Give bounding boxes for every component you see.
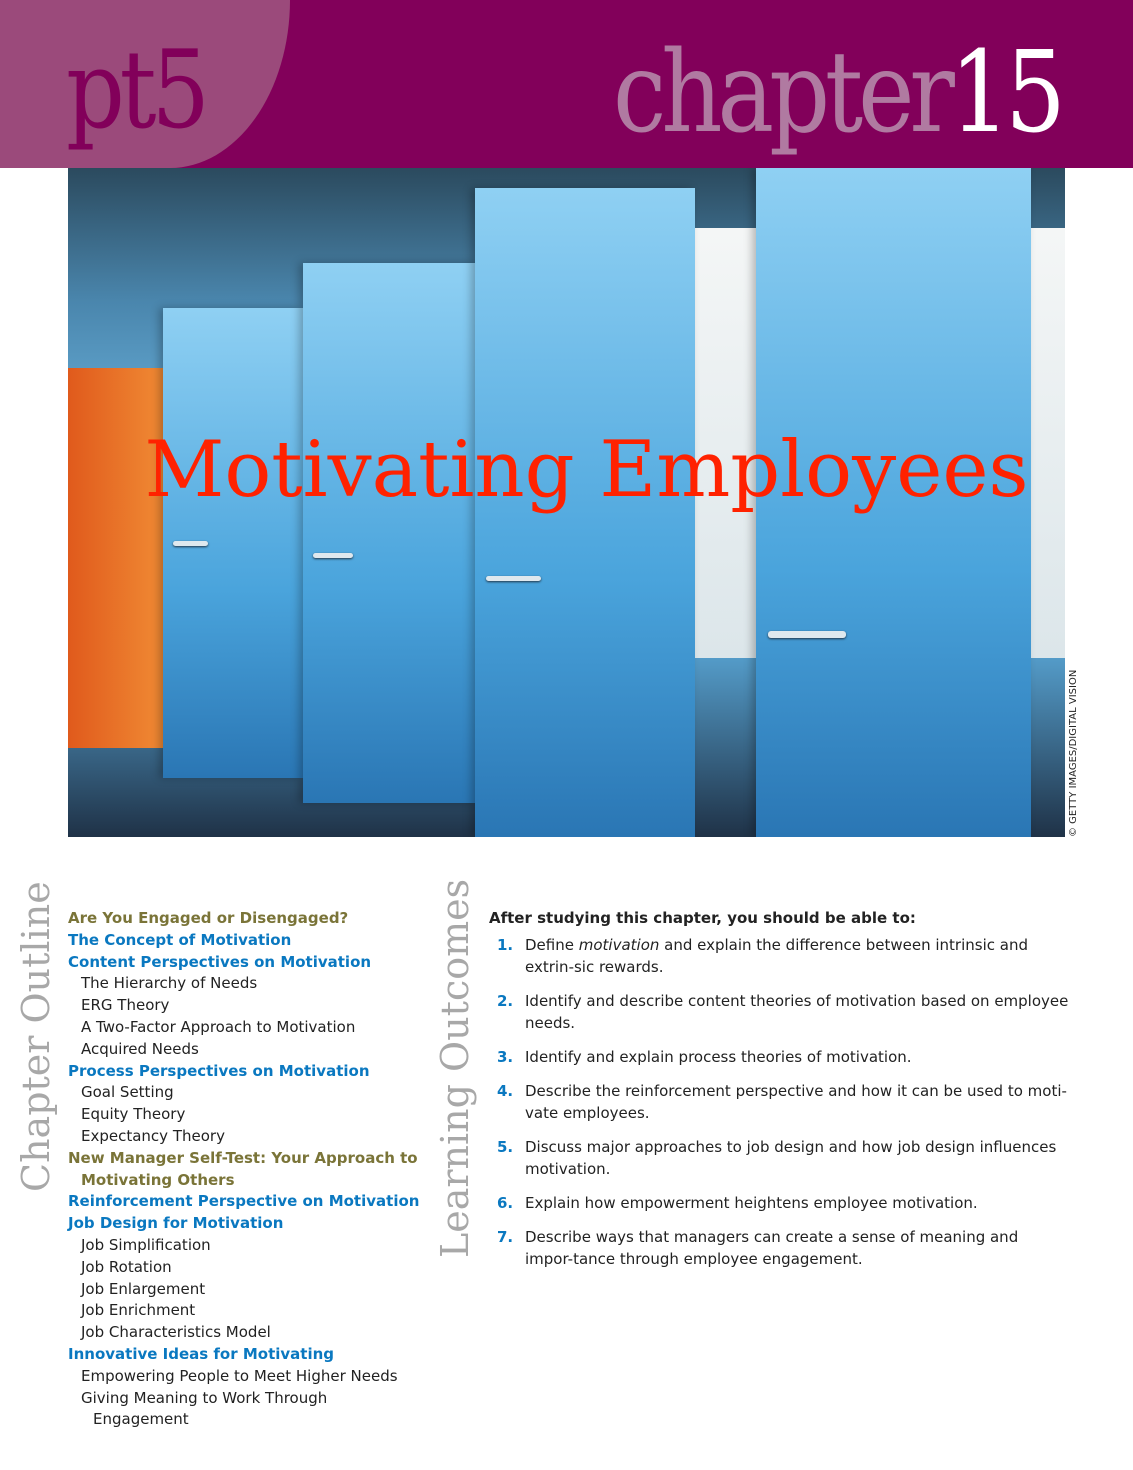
outcome-item <box>489 1192 1069 1214</box>
outcome-number: 4. <box>497 1082 514 1100</box>
photo-handle <box>768 631 846 638</box>
outcome-text <box>525 1080 1069 1124</box>
chapter-number <box>613 28 1061 158</box>
outcome-text-part: Define <box>525 936 579 954</box>
chapter-title: Motivating Employees <box>144 425 1029 515</box>
outcome-text-part: and explain the difference between intrinsic and extrin-sic rewards. <box>525 936 1028 976</box>
outcome-text-part: Describe the reinforcement perspective and how it can be used to moti-vate employees. <box>525 1082 1067 1122</box>
outcome-number: 5. <box>497 1138 514 1156</box>
outcome-text <box>525 1226 1069 1270</box>
chapter-num: 15 <box>950 28 1061 158</box>
photo-handle <box>486 576 541 581</box>
outline-item: Job Simplification <box>81 1235 211 1254</box>
outcome-text <box>525 1046 912 1068</box>
outcome-text-part: Explain how empowerment heightens employee motivation. <box>525 1194 978 1212</box>
chapter-header <box>0 0 1133 168</box>
photo-credit: © GETTY IMAGES/DIGITAL VISION <box>1068 669 1079 837</box>
outcome-text <box>525 990 1069 1034</box>
outline-item: Acquired Needs <box>81 1039 199 1058</box>
outcome-text <box>525 934 1069 978</box>
outcome-number: 7. <box>497 1228 514 1246</box>
outline-item: Giving Meaning to Work Through <box>81 1388 328 1407</box>
learning-outcomes-label: Learning Outcomes <box>433 878 477 1258</box>
part-number: pt5 <box>66 28 205 153</box>
outline-item: Job Design for Motivation <box>68 1214 284 1233</box>
outcome-number: 6. <box>497 1194 514 1212</box>
outcome-text-part: Identify and explain process theories of motivation. <box>525 1048 912 1066</box>
outline-item: Process Perspectives on Motivation <box>68 1061 370 1080</box>
outcome-term: motivation <box>578 936 660 954</box>
chapter-word: chapter <box>613 28 951 158</box>
outline-item: Reinforcement Perspective on Motivation <box>68 1192 420 1211</box>
photo-panel <box>303 263 478 803</box>
outcome-text-part: Describe ways that managers can create a sense of meaning and impor-tance through employee engagement. <box>525 1228 1019 1268</box>
outcome-item <box>489 1226 1069 1270</box>
outline-item: ERG Theory <box>81 996 170 1015</box>
outline-item: Are You Engaged or Disengaged? <box>68 909 349 927</box>
outline-item: Innovative Ideas for Motivating <box>68 1344 335 1363</box>
outline-item: The Hierarchy of Needs <box>81 974 258 993</box>
outcome-item <box>489 1046 1069 1068</box>
outline-item: Job Enrichment <box>81 1301 196 1320</box>
outline-item: Content Perspectives on Motivation <box>68 952 372 971</box>
outcome-text-part: Identify and describe content theories of motivation based on employee needs. <box>525 992 1069 1032</box>
outcome-text <box>525 1192 978 1214</box>
outline-item: Empowering People to Meet Higher Needs <box>81 1366 398 1385</box>
outcome-item <box>489 1136 1069 1180</box>
outline-item: A Two-Factor Approach to Motivation <box>81 1017 356 1036</box>
learning-outcomes <box>489 908 1069 1282</box>
outcome-item <box>489 990 1069 1034</box>
photo-handle <box>173 541 208 546</box>
outcomes-heading: After studying this chapter, you should be able to: <box>489 909 916 927</box>
outline-item: Job Characteristics Model <box>81 1323 271 1342</box>
outline-item: Job Enlargement <box>81 1279 206 1298</box>
chapter-outline-label: Chapter Outline <box>14 881 58 1192</box>
outcome-number: 1. <box>497 936 514 954</box>
outline-item: Expectancy Theory <box>81 1126 225 1145</box>
outline-item: Motivating Others <box>81 1170 235 1189</box>
photo-handle <box>313 553 353 558</box>
outline-item: Job Rotation <box>81 1257 172 1276</box>
chapter-outline <box>68 908 420 1431</box>
outcome-item <box>489 1080 1069 1124</box>
outcome-item <box>489 934 1069 978</box>
outcome-number: 3. <box>497 1048 514 1066</box>
outline-item: Equity Theory <box>81 1105 186 1124</box>
outline-item: Goal Setting <box>81 1083 174 1102</box>
outcome-text-part: Discuss major approaches to job design and how job design influences motivation. <box>525 1138 1057 1178</box>
outline-item: The Concept of Motivation <box>68 930 292 949</box>
outcomes-list <box>489 934 1069 1270</box>
outline-item: Engagement <box>93 1410 189 1429</box>
outcome-text <box>525 1136 1069 1180</box>
outline-item: New Manager Self-Test: Your Approach to <box>68 1148 418 1167</box>
outcome-number: 2. <box>497 992 514 1010</box>
